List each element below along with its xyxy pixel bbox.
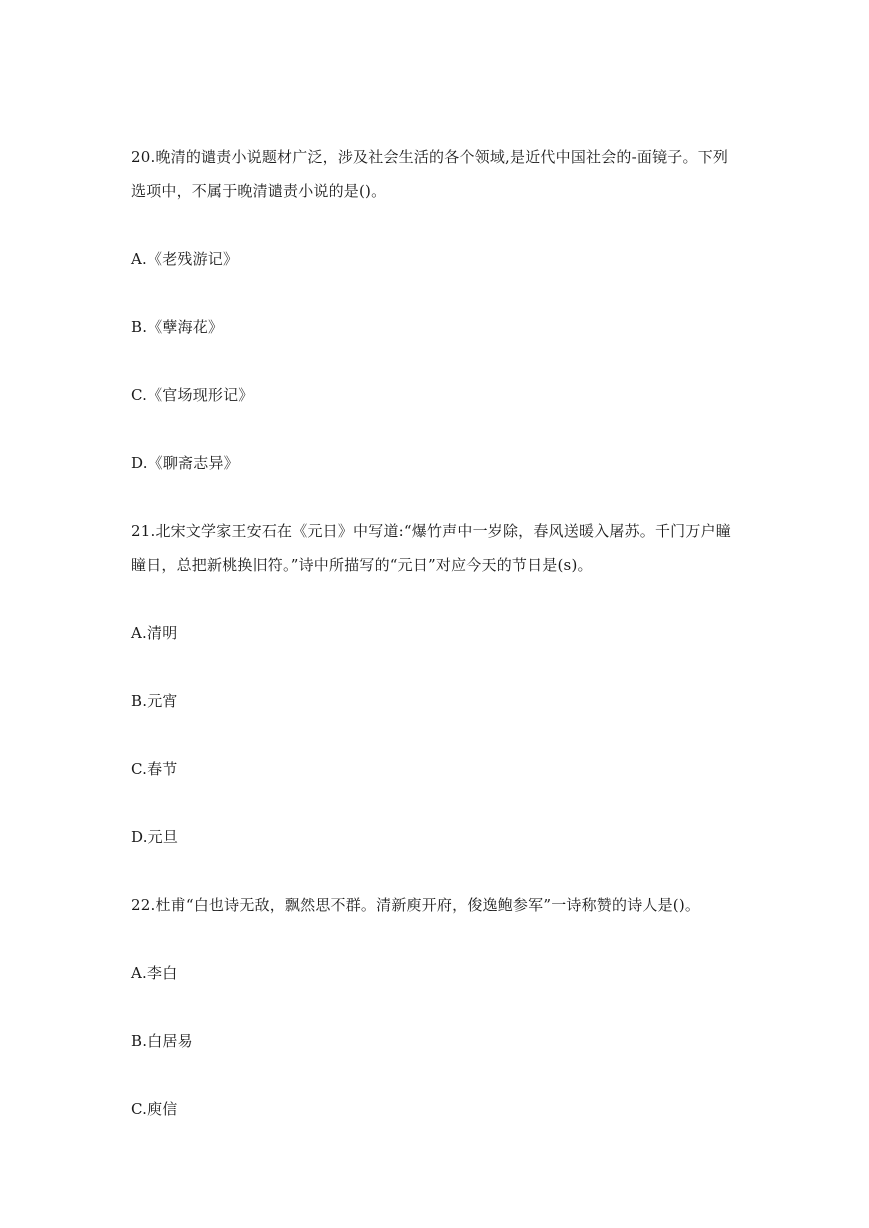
question-21-stem-line-1: 21.北宋文学家王安石在《元日》中写道:“爆竹声中一岁除，春风送暖入屠苏。千门万户瞳 bbox=[131, 522, 731, 540]
question-20-option-b: B.《孽海花》 bbox=[131, 318, 224, 336]
question-21-stem-line-2: 瞳日，总把新桃换旧符。”诗中所描写的“元日”对应今天的节日是(s)。 bbox=[131, 556, 593, 574]
question-22-option-a: A.李白 bbox=[131, 964, 178, 982]
question-21-option-d: D.元旦 bbox=[131, 828, 179, 846]
question-21-option-c: C.春节 bbox=[131, 760, 178, 778]
question-22-option-b: B.白居易 bbox=[131, 1032, 193, 1050]
question-20-option-c: C.《官场现形记》 bbox=[131, 386, 254, 404]
question-21-option-a: A.清明 bbox=[131, 624, 178, 642]
question-20-stem-line-1: 20.晚清的谴责小说题材广泛，涉及社会生活的各个领域,是近代中国社会的-面镜子。下列 bbox=[131, 148, 729, 166]
question-21-option-b: B.元宵 bbox=[131, 692, 178, 710]
question-20-stem-line-2: 选项中，不属于晚清谴责小说的是()。 bbox=[131, 182, 387, 200]
question-20-option-d: D.《聊斋志异》 bbox=[131, 454, 239, 472]
question-22-option-c: C.庾信 bbox=[131, 1100, 178, 1118]
question-22-stem-line-1: 22.杜甫“白也诗无敌，飘然思不群。清新庾开府，俊逸鲍参军”一诗称赞的诗人是()。 bbox=[131, 896, 701, 914]
question-20-option-a: A.《老残游记》 bbox=[131, 250, 239, 268]
